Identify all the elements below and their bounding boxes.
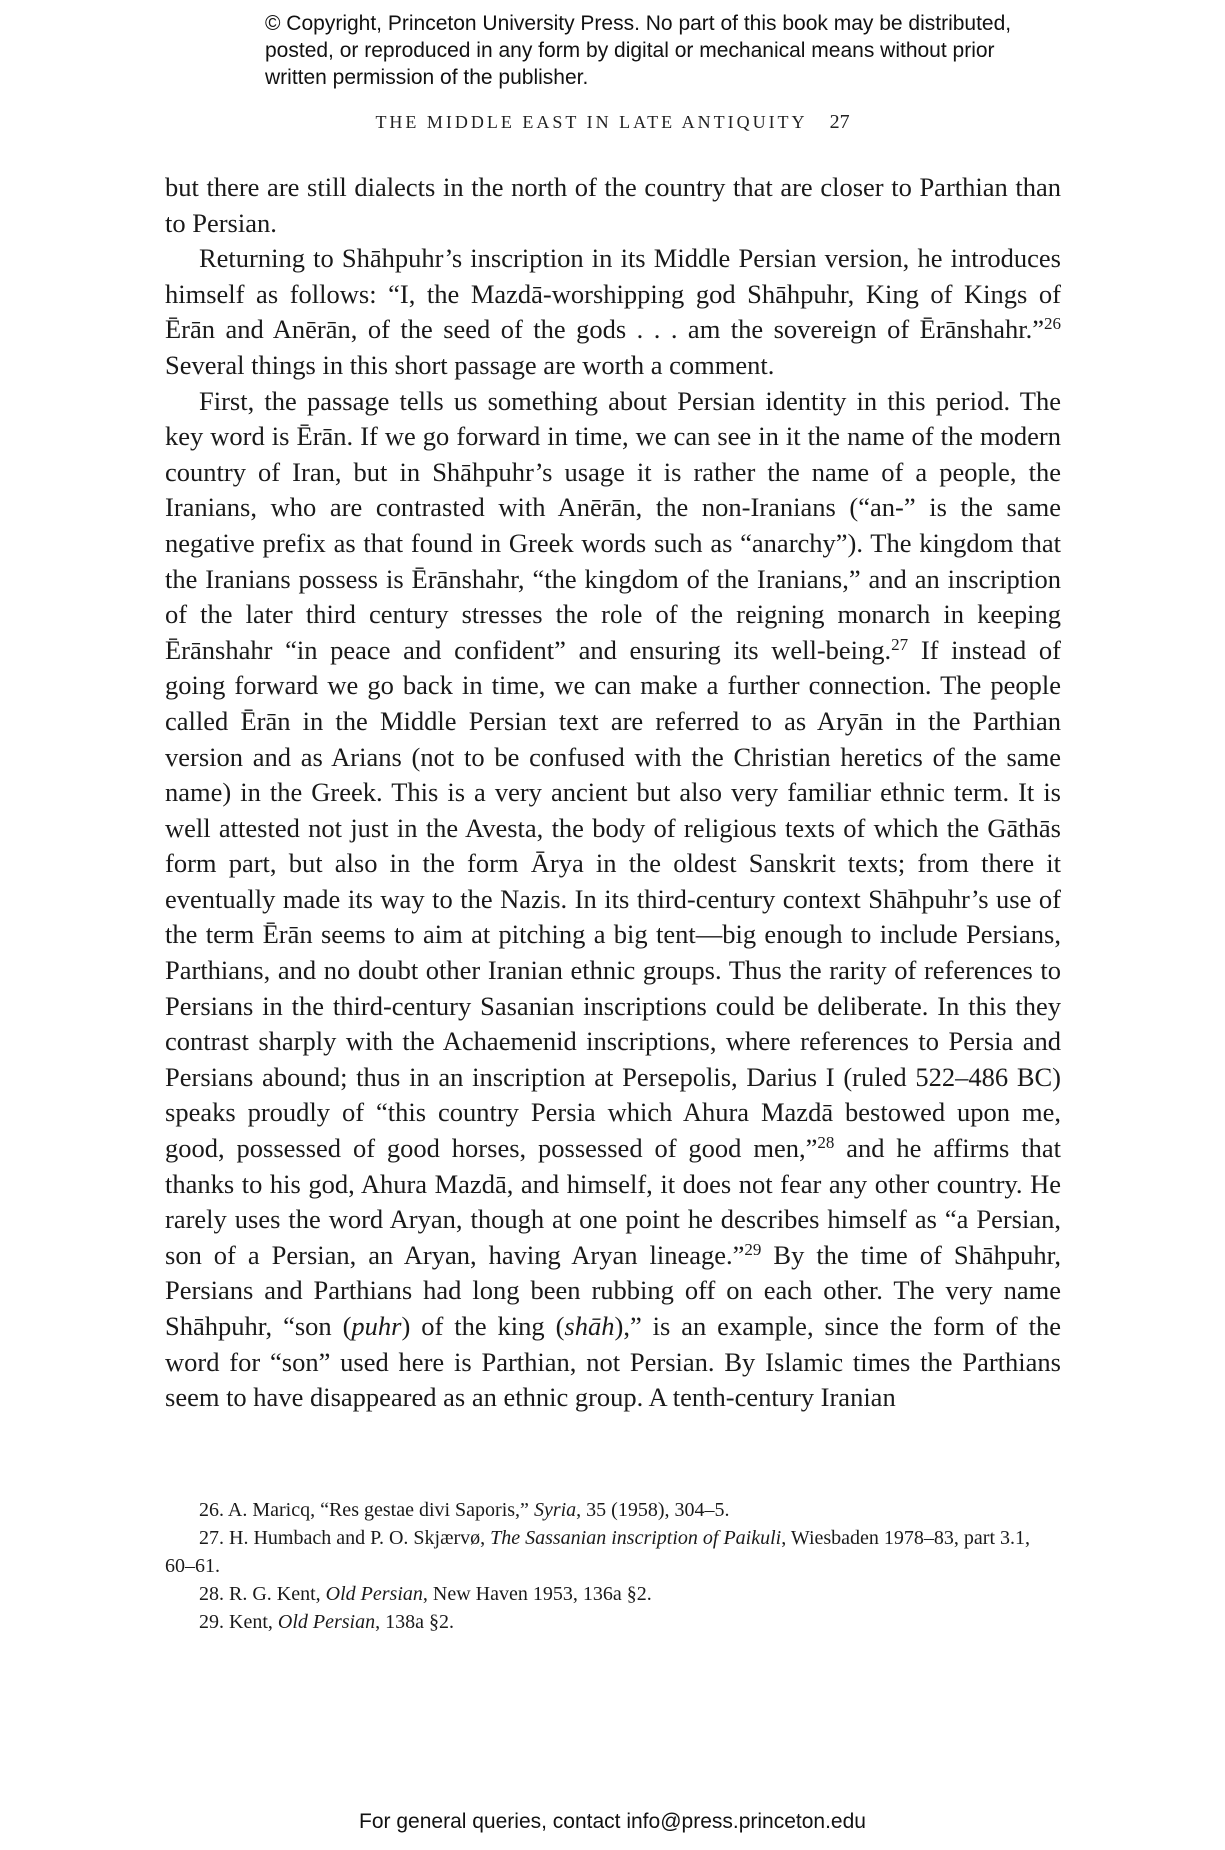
italic-text: Syria (533, 1499, 577, 1521)
italic-text: The Sassanian inscription of Paikuli (490, 1527, 782, 1549)
text-run: 28. R. G. Kent, (199, 1583, 326, 1605)
footnote-ref: 29 (744, 1239, 762, 1259)
paragraph (165, 384, 1061, 1416)
footnote (165, 1524, 1061, 1580)
paragraph (165, 170, 1061, 241)
italic-text: shāh (564, 1311, 615, 1341)
text-run: but there are still dialects in the north of the country that are closer to Parthian than to Persian. (165, 172, 1061, 238)
text-run: , 35 (1958), 304–5. (576, 1499, 730, 1521)
paragraph (165, 241, 1061, 383)
footnote (165, 1580, 1061, 1608)
text-run: ) of the king ( (401, 1311, 565, 1341)
text-run: , New Haven 1953, 136a §2. (422, 1583, 652, 1605)
italic-text: Old Persian (277, 1611, 376, 1633)
text-run: 27. H. Humbach and P. O. Skjærvø, (199, 1527, 491, 1549)
text-run: Returning to Shāhpuhr’s inscription in its Middle Persian version, he introduces himself as follows: “I, the Mazdā-worshipping god Shāhpuhr, King of Kings of Ērān and Anērān, of the seed of the gods . . . am the sovereign of Ērānshahr.” (165, 243, 1061, 345)
running-head-title: THE MIDDLE EAST IN LATE ANTIQUITY (375, 112, 808, 132)
text-run: If instead of going forward we go back in time, we can make a further connection. The people called Ērān in the Middle Persian text are referred to as Aryān in the Parthian version and as Arians (not to be confused with the Christian heretics of the same name) in the Greek. This is a very ancient but also very familiar ethnic term. It is well attested not just in the Avesta, the body of religious texts of which the Gāthās form part, but also in the form Ārya in the oldest Sanskrit texts; from there it eventually made its way to the Nazis. In its third-century context Shāhpuhr’s use of the term Ērān seems to aim at pitching a big tent—big enough to include Persians, Parthians, and no doubt other Iranian ethnic groups. Thus the rarity of references to Persians in the third-century Sasanian inscriptions could be deliberate. In this they contrast sharply with the Achaemenid inscriptions, where references to Persia and Persians abound; thus in an inscription at Persepolis, Darius I (ruled 522–486 BC) speaks proudly of “this country Persia which Ahura Mazdā bestowed upon me, good, possessed of good horses, possessed of good men,” (165, 634, 1061, 1164)
text-run: First, the passage tells us something about Persian identity in this period. The key word is Ērān. If we go forward in time, we can see in it the name of the modern country of Iran, but in Shāhpuhr’s usage it is rather the name of a people, the Iranians, who are contrasted with Anērān, the non-Iranians (“an-” is the same negative prefix as that found in Greek words such as “anarchy”). The kingdom that the Iranians possess is Ērānshahr, “the kingdom of the Iranians,” and an inscription of the later third century stresses the role of the reigning monarch in keeping Ērānshahr “in peace and confident” and ensuring its well-being. (165, 385, 1061, 665)
text-run: Several things in this short passage are worth a comment. (165, 349, 775, 380)
italic-text: Old Persian (325, 1583, 423, 1605)
footnotes (165, 1496, 1061, 1636)
text-run: 29. Kent, (199, 1611, 278, 1633)
main-text (165, 170, 1061, 1416)
text-run: , 138a §2. (375, 1611, 454, 1633)
text-run: 26. A. Maricq, “Res gestae divi Saporis,” (199, 1499, 534, 1521)
italic-text: puhr (351, 1311, 402, 1341)
text-run: By the time of Shāhpuhr, Persians and Parthians had long been rubbing off on each other. The very name Shāhpuhr, “son ( (165, 1239, 1061, 1341)
running-head (0, 111, 1225, 134)
text-run: and he affirms that thanks to his god, Ahura Mazdā, and himself, it does not fear any other country. He rarely uses the word Aryan, though at one point he describes himself as “a Persian, son of a Persian, an Aryan, having Aryan lineage.” (165, 1133, 1061, 1270)
footnote-ref: 26 (1044, 314, 1061, 334)
copyright-notice: © Copyright, Princeton University Press. No part of this book may be distributed, posted, or reproduced in any form by digital or mechanical means without prior written permission of the publisher. (265, 12, 1012, 89)
footnote (165, 1496, 1061, 1524)
footnote (165, 1608, 1061, 1636)
text-run: ),” is an example, since the form of the word for “son” used here is Parthian, not Persian. By Islamic times the Parthians seem to have disappeared as an ethnic group. A tenth-century Iranian (165, 1311, 1061, 1413)
footnote-ref: 27 (891, 634, 909, 654)
page-number: 27 (829, 111, 850, 133)
footnote-ref: 28 (817, 1133, 835, 1153)
text-run: , Wiesbaden 1978–83, part 3.1, 60–61. (165, 1527, 1031, 1577)
footer-contact: For general queries, contact info@press.princeton.edu (359, 1810, 866, 1833)
